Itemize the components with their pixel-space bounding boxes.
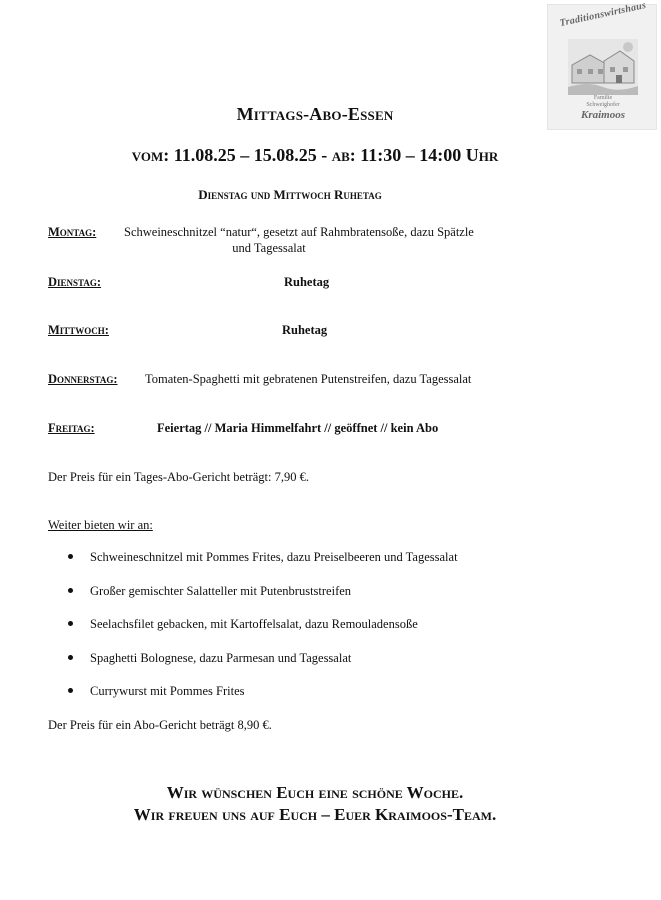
bullet-icon <box>68 554 73 559</box>
more-offers-list <box>66 547 458 715</box>
list-item-text: Großer gemischter Salatteller mit Putenbruststreifen <box>90 583 352 598</box>
list-item-text: Schweineschnitzel mit Pommes Frites, dazu Preiselbeeren und Tagessalat <box>90 550 458 564</box>
list-item-text: Seelachsfilet gebacken, mit Kartoffelsalat, dazu Remouladensoße <box>90 617 418 632</box>
date-range: vom: 11.08.25 – 15.08.25 - ab: 11:30 – 14:00 Uhr <box>131 145 499 165</box>
logo-arc-text: Traditionswirtshaus <box>558 0 648 30</box>
list-item <box>66 547 458 581</box>
thursday-dish: Tomaten-Spaghetti mit gebratenen Putenstreifen, dazu Tagessalat <box>145 372 472 386</box>
list-item <box>66 614 458 648</box>
list-item <box>66 648 458 682</box>
closed-days-note: Dienstag und Mittwoch Ruhetag <box>198 187 382 202</box>
bullet-icon <box>68 588 73 593</box>
bullet-icon <box>68 688 73 693</box>
monday-dish-line2: und Tagessalat <box>232 241 306 255</box>
abo-price-note: Der Preis für ein Abo-Gericht beträgt 8,90 €. <box>48 718 272 732</box>
friday-text: Feiertag // Maria Himmelfahrt // geöffnet // kein Abo <box>157 421 439 435</box>
daily-price-note: Der Preis für ein Tages-Abo-Gericht beträgt: 7,90 €. <box>48 470 309 484</box>
list-item-text: Currywurst mit Pommes Frites <box>90 684 245 699</box>
inn-building-icon <box>568 39 638 95</box>
day-label-thursday: Donnerstag: <box>48 372 118 386</box>
list-item-text: Spaghetti Bolognese, dazu Parmesan und Tagessalat <box>90 650 352 665</box>
list-item <box>66 581 458 615</box>
bullet-icon <box>68 621 73 626</box>
day-label-monday: Montag: <box>48 225 97 239</box>
wednesday-text: Ruhetag <box>282 323 328 337</box>
day-label-friday: Freitag: <box>48 421 95 435</box>
logo-subtext-1: Familie <box>593 95 613 101</box>
more-offers-heading: Weiter bieten wir an: <box>48 518 153 532</box>
logo-name: Kraimoos <box>580 109 625 121</box>
day-label-tuesday: Dienstag: <box>48 275 102 289</box>
list-item <box>66 681 458 715</box>
day-label-wednesday: Mittwoch: <box>48 323 109 337</box>
closing-line-2: Wir freuen uns auf Euch – Euer Kraimoos-Team. <box>133 805 497 824</box>
logo-subtext-2: Schweighofer <box>586 102 620 108</box>
bullet-icon <box>68 655 73 660</box>
monday-dish-line1: Schweineschnitzel “natur“, gesetzt auf Rahmbratensoße, dazu Spätzle <box>124 225 474 239</box>
tuesday-text: Ruhetag <box>284 275 330 289</box>
page-title: Mittags-Abo-Essen <box>236 104 394 124</box>
closing-line-1: Wir wünschen Euch eine schöne Woche. <box>166 783 464 802</box>
